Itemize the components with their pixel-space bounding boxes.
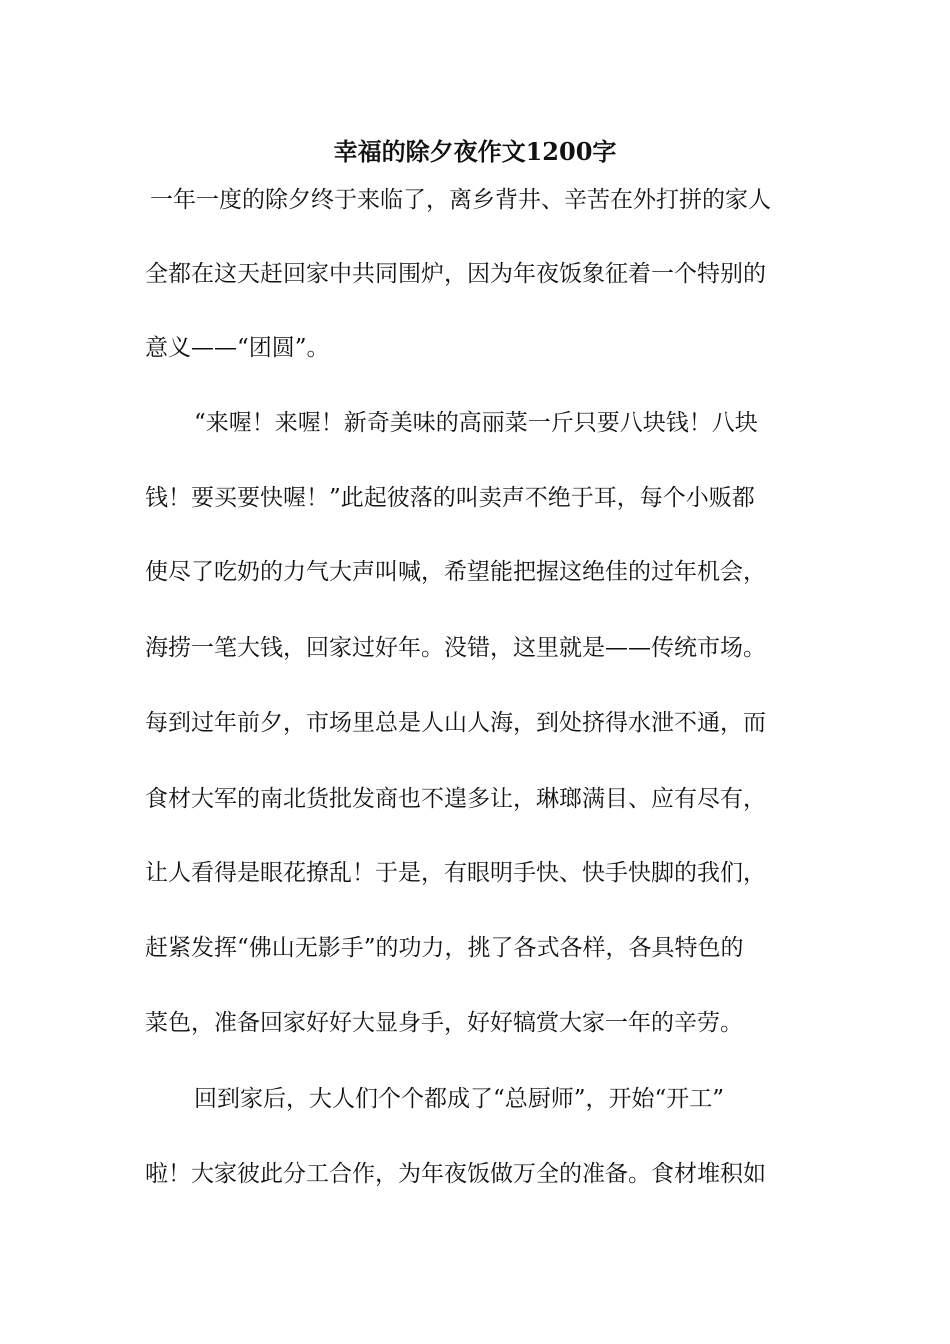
paragraph-line: 全都在这天赶回家中共同围炉，因为年夜饭象征着一个特别的 bbox=[145, 261, 766, 287]
paragraph-line: 菜色，准备回家好好大显身手，好好犒赏大家一年的辛劳。 bbox=[145, 1010, 743, 1036]
paragraph-line: 啦！大家彼此分工合作，为年夜饭做万全的准备。食材堆积如 bbox=[145, 1161, 766, 1187]
paragraph-line: 钱！要买要快喔！”此起彼落的叫卖声不绝于耳，每个小贩都 bbox=[145, 485, 755, 511]
paragraph-line: 一年一度的除夕终于来临了，离乡背井、辛苦在外打拼的家人 bbox=[150, 187, 771, 213]
paragraph-line: 回到家后，大人们个个都成了“总厨师”，开始“开工” bbox=[194, 1086, 725, 1112]
paragraph-line: 意义——“团圆”。 bbox=[145, 335, 330, 361]
paragraph-line: 食材大军的南北货批发商也不遑多让，琳瑯满目、应有尽有， bbox=[145, 786, 766, 812]
document-title: 幸福的除夕夜作文1200字 bbox=[333, 137, 617, 166]
paragraph-line: “来喔！来喔！新奇美味的高丽菜一斤只要八块钱！八块 bbox=[194, 410, 758, 436]
paragraph-line: 海捞一笔大钱，回家过好年。没错，这里就是——传统市场。 bbox=[145, 635, 766, 661]
paragraph-line: 每到过年前夕，市场里总是人山人海，到处挤得水泄不通，而 bbox=[145, 710, 766, 736]
paragraph-line: 使尽了吃奶的力气大声叫喊，希望能把握这绝佳的过年机会， bbox=[145, 559, 766, 585]
paragraph-line: 让人看得是眼花撩乱！于是，有眼明手快、快手快脚的我们， bbox=[145, 860, 766, 886]
paragraph-line: 赶紧发挥“佛山无影手”的功力，挑了各式各样，各具特色的 bbox=[145, 935, 744, 961]
